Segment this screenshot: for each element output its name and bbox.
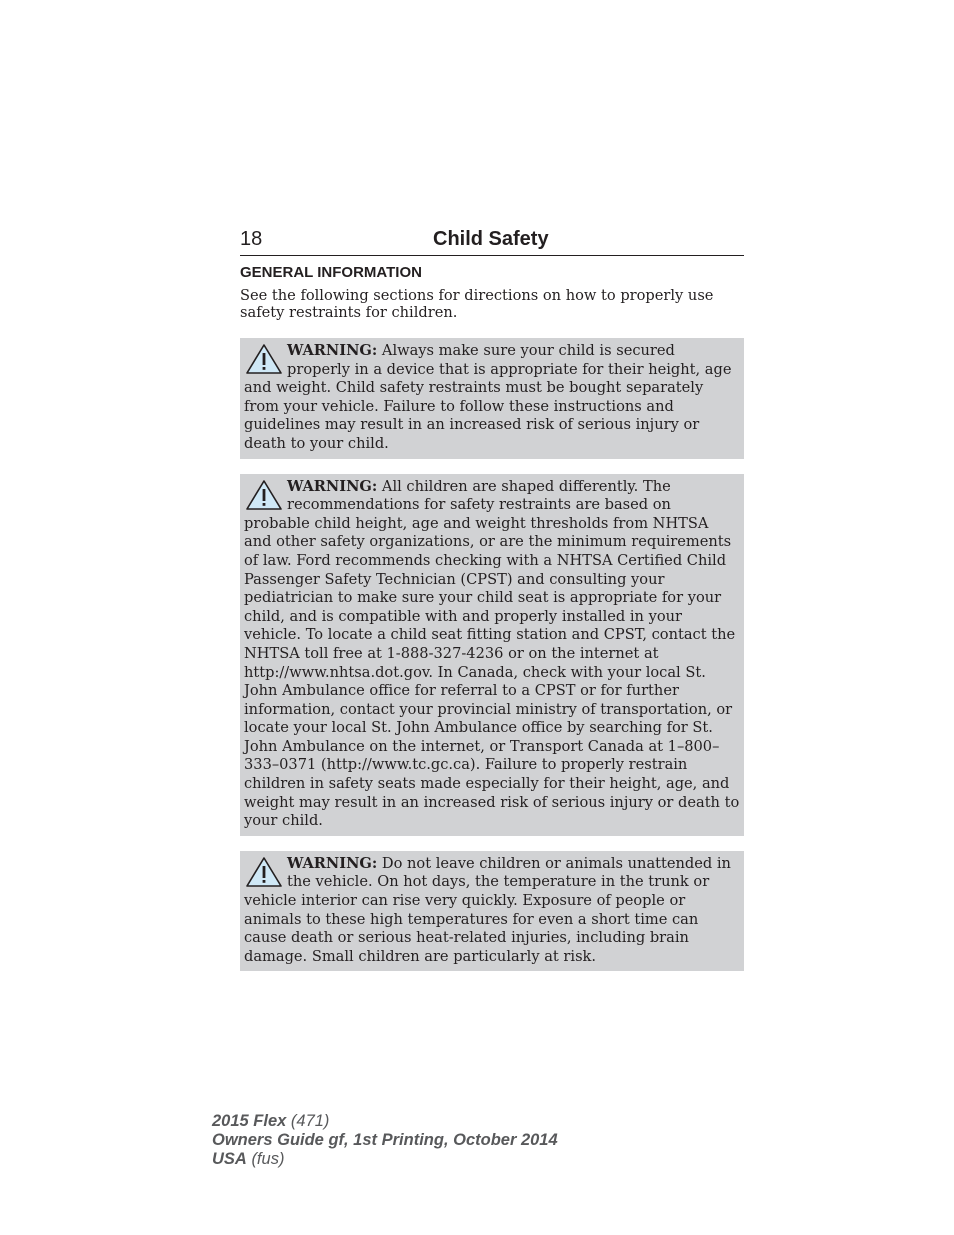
warning-label: WARNING: [287, 342, 378, 359]
warning-text: Always make sure your child is secured properly in a device that is appropriate for their height, age and weight. Child safety restraints must be bought separately from your vehicle. Failure to follow these instructions and guidelines may result in an increased risk of serious injury or death to your child. [244, 342, 732, 452]
footer-region-line [212, 1150, 558, 1169]
warning-triangle-icon [244, 479, 284, 511]
warning-text: All children are shaped differently. The recommendations for safety restraints are based on probable child height, age and weight thresholds from NHTSA and other safety organizations, or are the minimum requirements of law. Ford recommends checking with a NHTSA Certified Child Passenger Safety Technician (CPST) and consulting your pediatrician to make sure your child seat is appropriate for your child, and is compatible with and properly installed in your vehicle. To locate a child seat fitting station and CPST, contact the NHTSA toll free at 1-888-327-4236 or on the internet at http://www.nhtsa.dot.gov. In Canada, check with your local St. John Ambulance office for referral to a CPST or for further information, contact your provincial ministry of transportation, or locate your local St. John Ambulance office by searching for St. John Ambulance on the internet, or Transport Canada at 1–800–333–0371 (http://www.tc.gc.ca). Failure to properly restrain children in safety seats made especially for their height, age, and weight may result in an increased risk of serious injury or death to your child. [244, 477, 740, 830]
section-title: GENERAL INFORMATION [240, 264, 422, 281]
warning-text: Do not leave children or animals unattended in the vehicle. On hot days, the temperature in the trunk or vehicle interior can rise very quickly. Exposure of people or animals to these high temperatures for even a short time can cause death or serious heat-related injuries, including brain damage. Small children are particularly at risk. [244, 854, 731, 965]
warning-box [240, 474, 744, 836]
page-header [240, 228, 744, 256]
page-footer [212, 1112, 558, 1169]
page-number: 18 [240, 228, 263, 250]
intro-paragraph: See the following sections for directions on how to properly use safety restraints for children. [240, 287, 714, 321]
warning-box [240, 851, 744, 972]
footer-region-code: (fus) [251, 1150, 285, 1168]
warning-label: WARNING: [287, 477, 378, 495]
warning-triangle-icon [244, 856, 284, 888]
footer-model-code: (471) [290, 1112, 330, 1130]
footer-model: 2015 Flex [212, 1112, 287, 1130]
page-content [240, 228, 744, 986]
footer-region: USA [212, 1150, 247, 1168]
footer-guide: Owners Guide gf, 1st Printing, October 2014 [212, 1131, 558, 1149]
warning-box [240, 338, 744, 459]
footer-model-line [212, 1112, 558, 1131]
chapter-title: Child Safety [433, 228, 549, 250]
warning-label: WARNING: [287, 854, 378, 872]
warning-triangle-icon [244, 343, 284, 375]
